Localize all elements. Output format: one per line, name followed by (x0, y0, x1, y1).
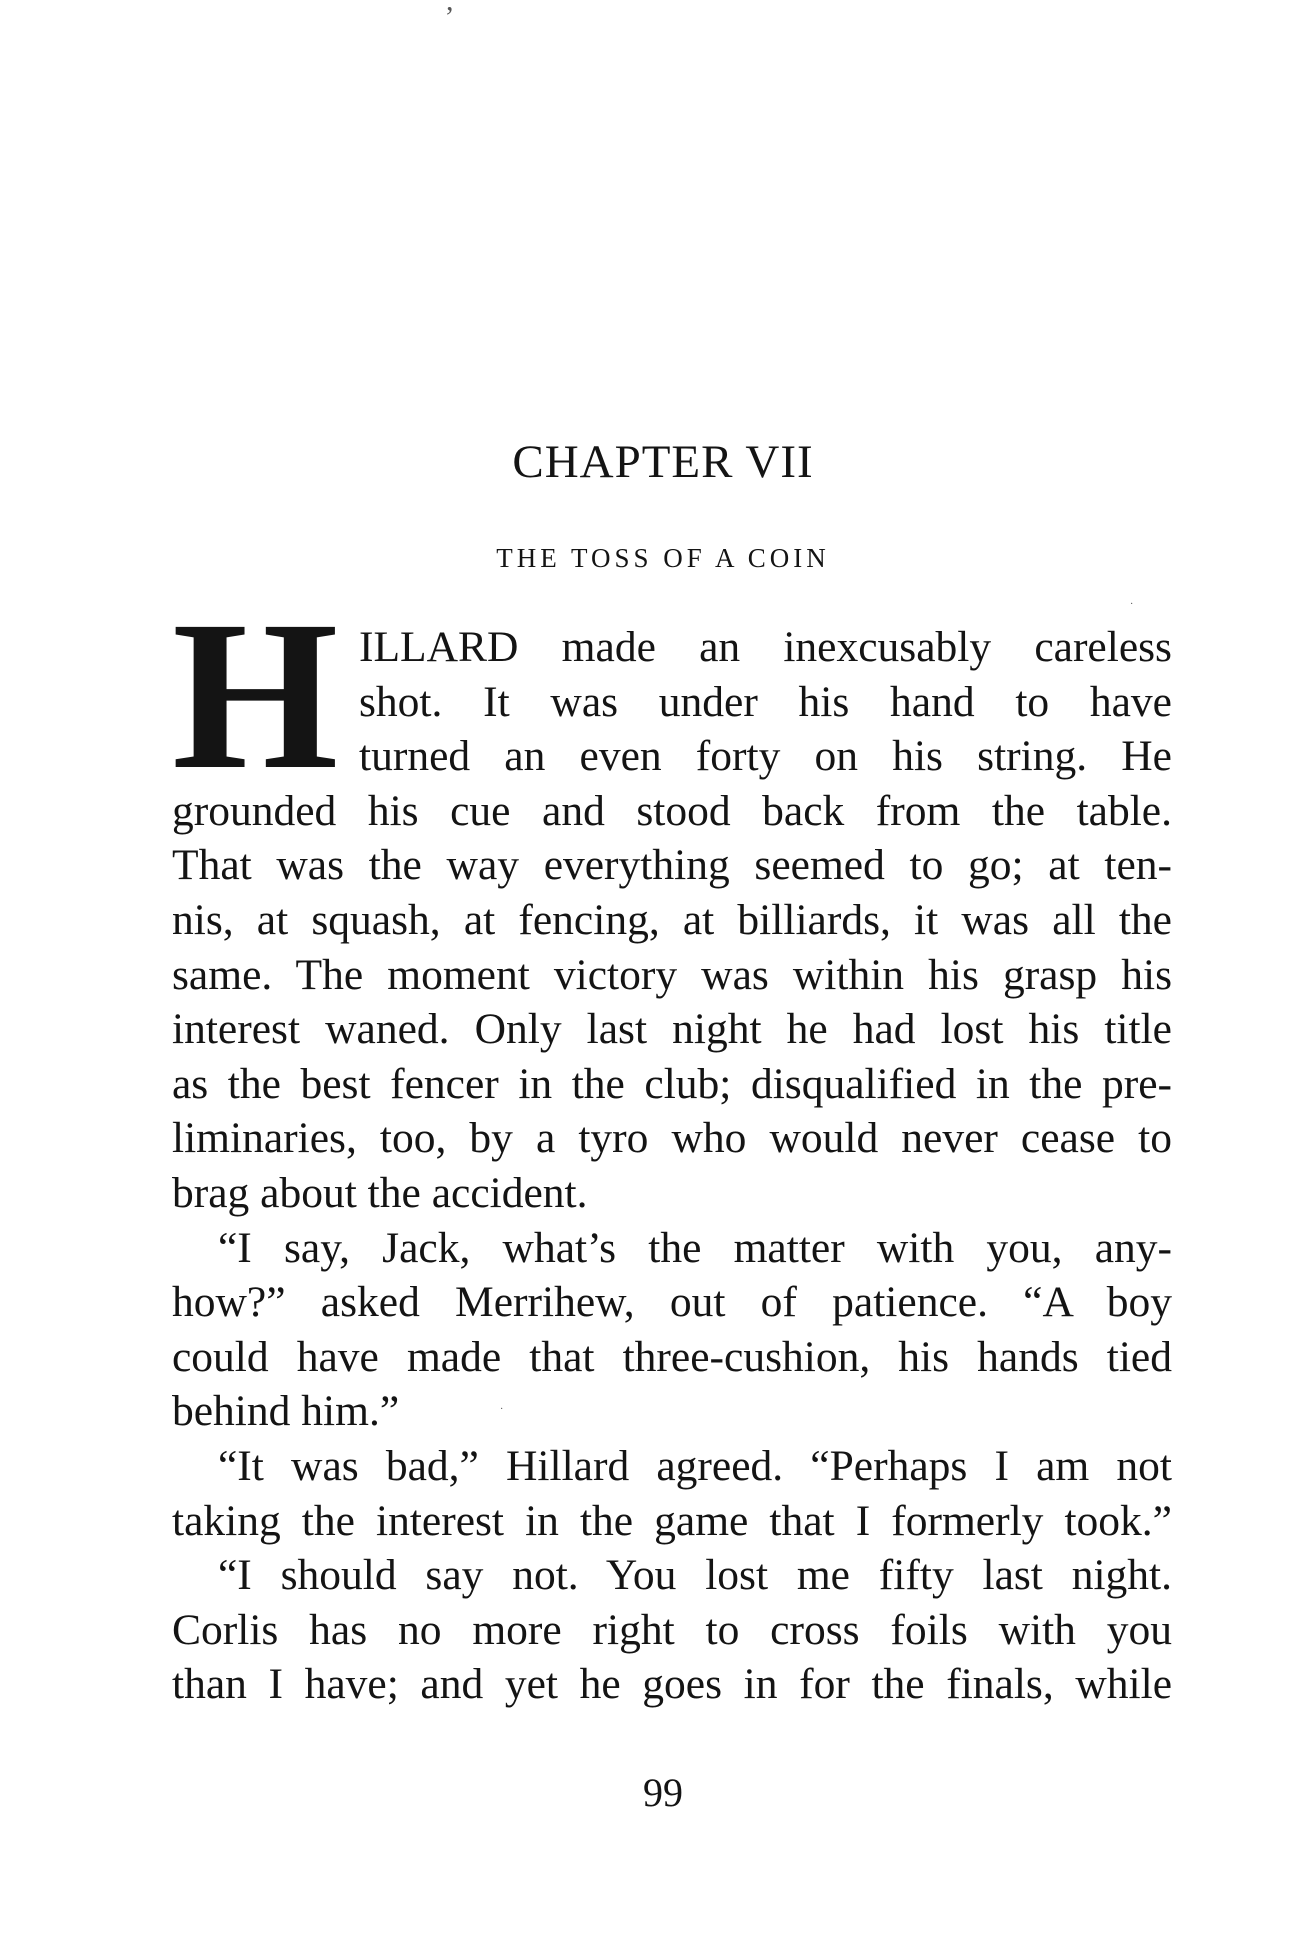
chapter-heading: CHAPTER VII (512, 436, 814, 488)
text-line: liminaries, too, by a tyro who would never cease to (172, 1114, 1172, 1163)
ink-speck: · (1130, 599, 1134, 610)
text-line: “It was bad,” Hillard agreed. “Perhaps I am not (218, 1441, 1172, 1490)
text-line: interest waned. Only last night he had lost his title (172, 1005, 1172, 1054)
text-line: Corlis has no more right to cross foils with you (172, 1605, 1172, 1654)
text-line: shot. It was under his hand to have (359, 677, 1172, 726)
text-line: could have made that three-cushion, his hands tied (172, 1332, 1172, 1381)
text-line: same. The moment victory was within his grasp his (172, 950, 1172, 999)
chapter-subtitle: THE TOSS OF A COIN (496, 543, 830, 573)
drop-cap-initial: H (172, 577, 339, 814)
text-line: turned an even forty on his string. He (359, 732, 1172, 781)
text-line: “I say, Jack, what’s the matter with you, any- (218, 1223, 1172, 1272)
ink-speck: · (500, 1404, 504, 1415)
page-number: 99 (643, 1770, 683, 1815)
text-line: ILLARD made an inexcusably careless (359, 623, 1172, 671)
body-text (172, 620, 1172, 1712)
text-line: how?” asked Merrihew, out of patience. “A boy (172, 1278, 1172, 1327)
text-line: behind him.” (172, 1387, 400, 1436)
text-line: than I have; and yet he goes in for the finals, while (172, 1660, 1172, 1709)
text-line: brag about the accident. (172, 1168, 588, 1217)
ink-speck: , (446, 0, 454, 17)
text-line: taking the interest in the game that I formerly took.” (172, 1496, 1172, 1545)
text-line: “I should say not. You lost me fifty last night. (218, 1551, 1172, 1600)
text-line: grounded his cue and stood back from the table. (172, 786, 1172, 835)
text-line: That was the way everything seemed to go; at ten- (172, 841, 1172, 890)
text-line: as the best fencer in the club; disqualified in the pre- (172, 1059, 1172, 1108)
text-line: nis, at squash, at fencing, at billiards, it was all the (172, 895, 1172, 944)
